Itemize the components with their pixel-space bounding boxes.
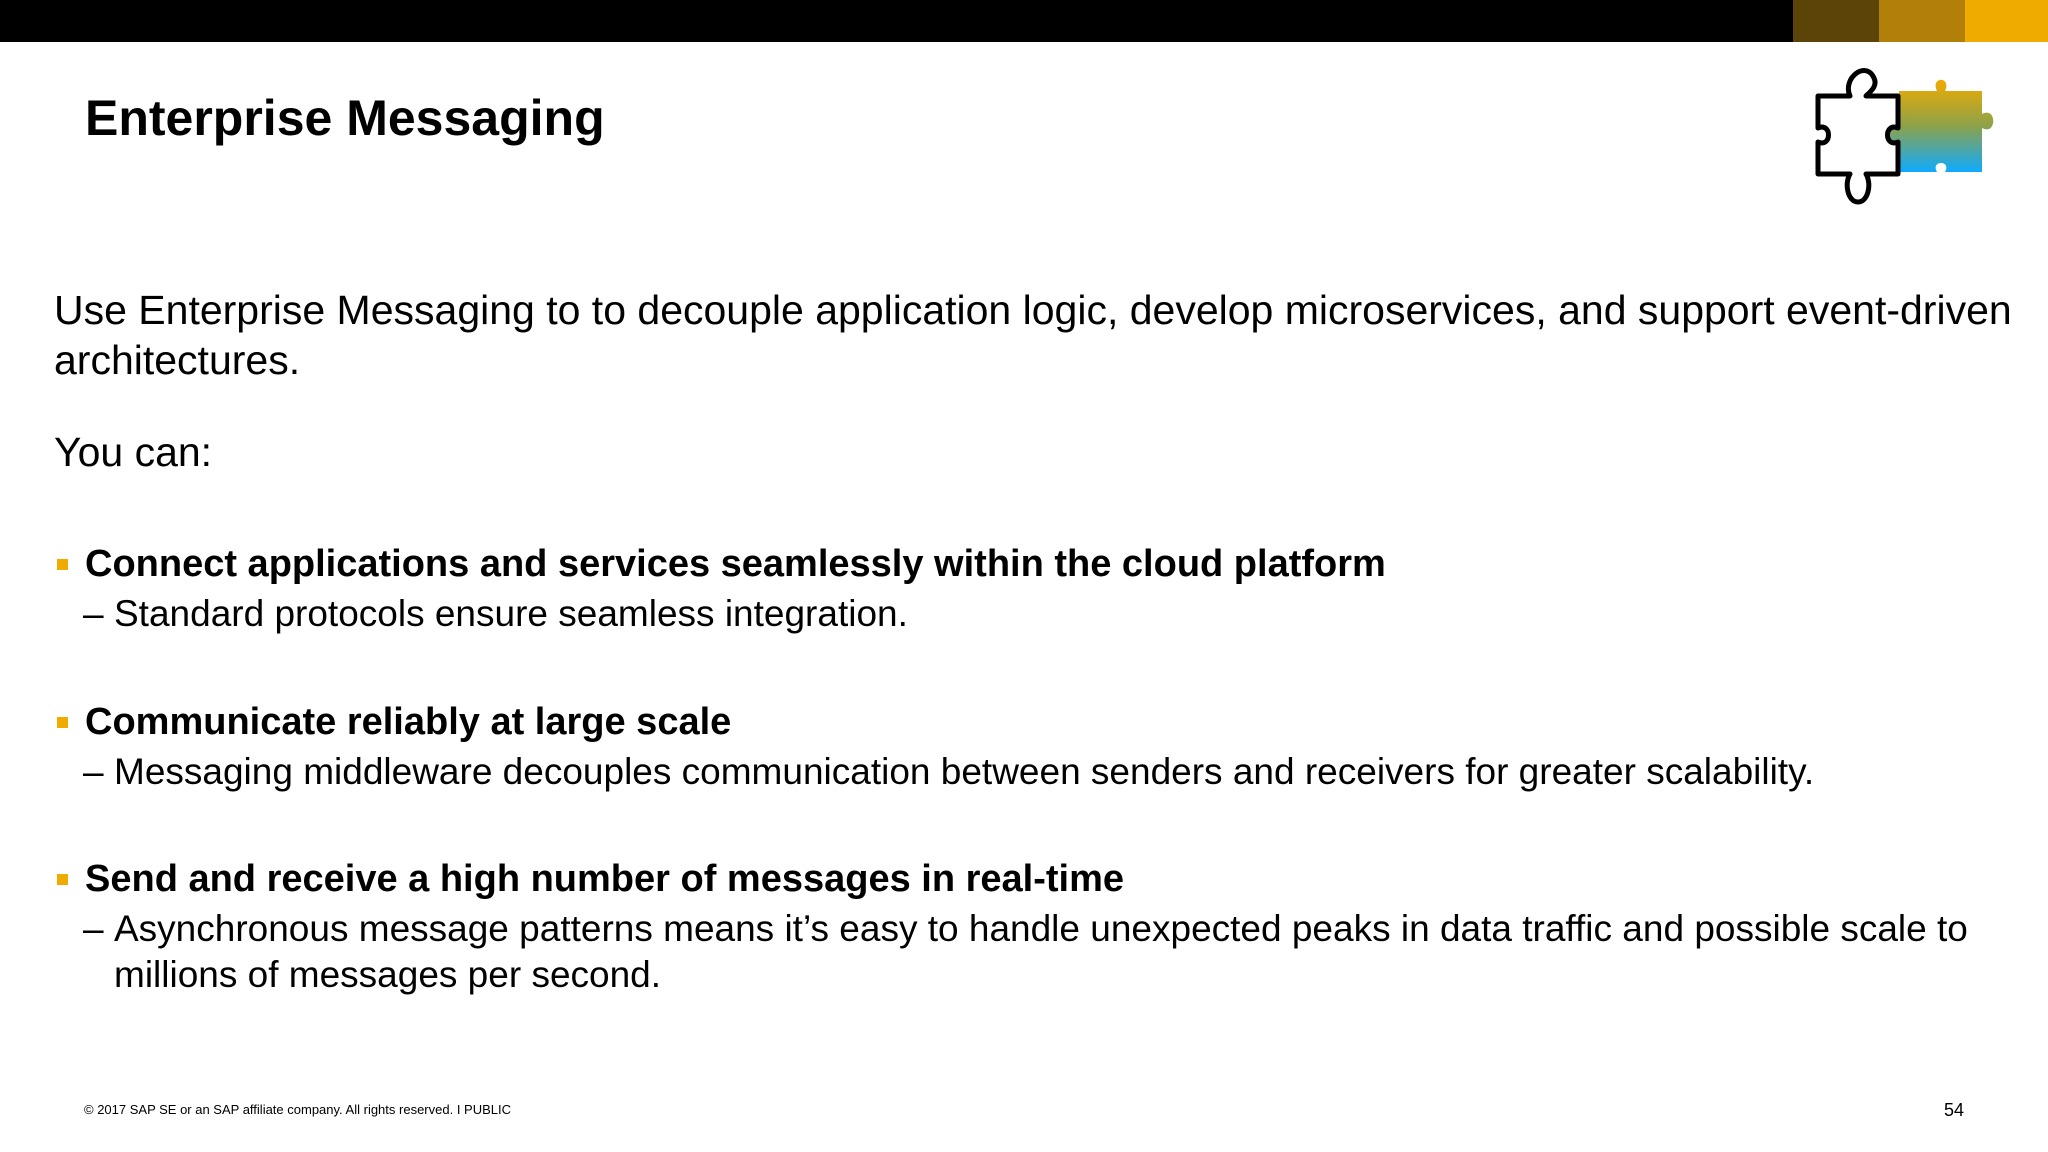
bullet-heading-container [54, 539, 1984, 589]
dash-marker: – [83, 593, 104, 634]
outlined-puzzle-piece [1818, 71, 1898, 202]
bullet-heading-container [54, 697, 1984, 747]
colored-puzzle-piece [1890, 80, 1993, 172]
dash-marker: – [83, 751, 104, 792]
bullet-heading: Send and receive a high number of messages in real-time [85, 858, 1125, 900]
square-bullet-icon [57, 717, 68, 728]
bullet-heading: Communicate reliably at large scale [85, 701, 732, 743]
copyright-footer: © 2017 SAP SE or an SAP affiliate company. All rights reserved. I PUBLIC [84, 1102, 512, 1117]
puzzle-pieces-icon [1812, 56, 2026, 206]
bullet-detail-container [54, 591, 1984, 637]
you-can-label: You can: [54, 429, 213, 475]
brand-bar-segment-dark [1793, 0, 1879, 42]
bullet-detail: Standard protocols ensure seamless integration. [114, 593, 908, 634]
bullet-heading: Connect applications and services seamlessly within the cloud platform [85, 543, 1386, 585]
bullet-detail: Asynchronous message patterns means it’s easy to handle unexpected peaks in data traffic and possible scale to millions of messages per second. [114, 908, 1968, 995]
brand-bar-segment-mid [1879, 0, 1965, 42]
top-brand-bar [0, 0, 2048, 42]
bullet-item [54, 697, 1984, 795]
bullet-item [54, 854, 1984, 998]
bullet-item [54, 539, 1984, 637]
bullet-heading-container [54, 854, 1984, 904]
bullet-detail-container [54, 906, 1984, 998]
dash-marker: – [83, 908, 104, 949]
bullet-detail-container [54, 749, 1984, 795]
brand-bar-segment-gold [1965, 0, 2048, 42]
square-bullet-icon [57, 874, 68, 885]
page-number: 54 [1943, 1100, 1964, 1120]
intro-paragraph: Use Enterprise Messaging to to decouple application logic, develop microservices, and support event-driven architectures. [54, 287, 2012, 383]
square-bullet-icon [57, 559, 68, 570]
slide-title: Enterprise Messaging [85, 90, 605, 146]
bullet-detail: Messaging middleware decouples communication between senders and receivers for greater scalability. [114, 751, 1815, 792]
